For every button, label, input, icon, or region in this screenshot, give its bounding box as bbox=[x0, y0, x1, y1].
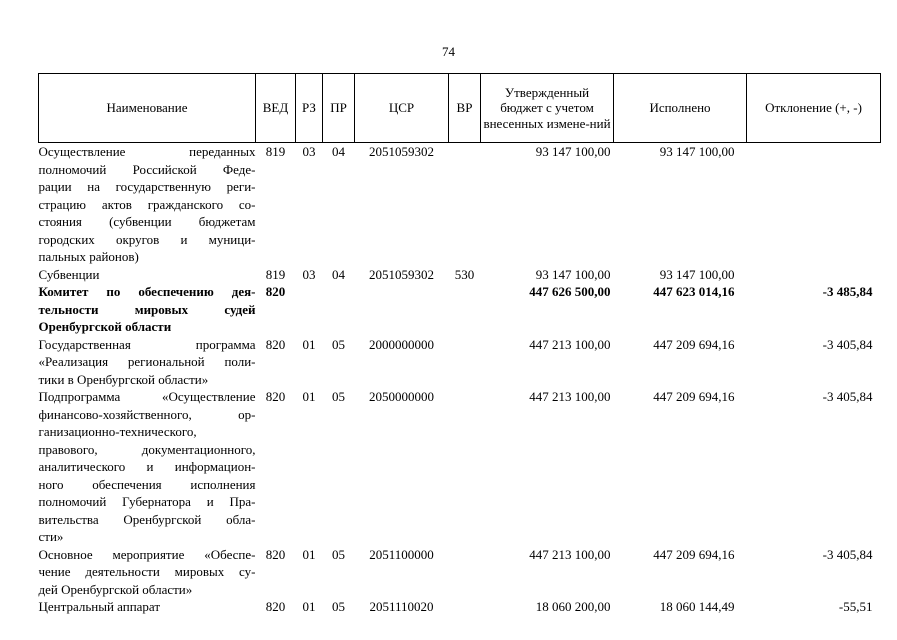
cell-rz: 01 bbox=[302, 389, 316, 404]
cell-name-line: пальных районов) bbox=[38, 249, 139, 264]
table-header-row bbox=[39, 74, 881, 143]
table-row bbox=[39, 598, 881, 616]
cell-pr: 04 bbox=[332, 266, 345, 282]
cell-executed: 18 060 144,49 bbox=[659, 599, 735, 614]
cell-name-line: Основное мероприятие «Обеспе- bbox=[38, 546, 256, 562]
cell-name bbox=[39, 336, 256, 389]
cell-ved: 819 bbox=[265, 144, 286, 159]
cell-ved: 820 bbox=[265, 284, 286, 299]
cell-vr bbox=[449, 143, 481, 266]
cell-approved: 447 213 100,00 bbox=[529, 336, 611, 352]
cell-name bbox=[39, 598, 256, 616]
cell-vr bbox=[449, 283, 481, 336]
header-executed: Исполнено bbox=[614, 74, 747, 143]
cell-name-line: дей Оренбургской области» bbox=[38, 581, 193, 597]
cell-vr bbox=[449, 598, 481, 616]
cell-rz: 01 bbox=[302, 546, 316, 562]
cell-name-line: Государственная программа bbox=[38, 336, 256, 352]
cell-pr: 04 bbox=[332, 144, 345, 159]
cell-approved: 447 626 500,00 bbox=[529, 284, 611, 299]
table-body bbox=[39, 143, 881, 616]
cell-pr: 05 bbox=[332, 336, 345, 352]
cell-csr: 2000000000 bbox=[369, 336, 434, 352]
cell-name-line: стояния (субвенции бюджетам bbox=[38, 214, 256, 229]
header-vr: ВР bbox=[449, 74, 481, 143]
cell-ved: 820 bbox=[265, 599, 286, 614]
cell-pr: 05 bbox=[332, 546, 345, 562]
cell-approved: 93 147 100,00 bbox=[535, 144, 611, 159]
cell-ved: 820 bbox=[265, 336, 286, 352]
header-deviation: Отклонение (+, -) bbox=[747, 74, 881, 143]
cell-rz: 01 bbox=[302, 336, 316, 352]
cell-name-line: Подпрограмма «Осуществление bbox=[38, 389, 256, 404]
cell-name bbox=[39, 388, 256, 546]
cell-executed: 447 209 694,16 bbox=[653, 336, 735, 352]
cell-rz: 01 bbox=[302, 599, 316, 614]
budget-table bbox=[38, 73, 881, 616]
header-pr: ПР bbox=[323, 74, 355, 143]
page-number: 74 bbox=[442, 44, 455, 59]
cell-name-line: полномочий Российской Феде- bbox=[38, 161, 256, 177]
table-row bbox=[39, 336, 881, 389]
cell-name-line: чение деятельности мировых су- bbox=[38, 564, 256, 579]
cell-vr: 530 bbox=[454, 266, 475, 282]
cell-csr: 2051110020 bbox=[369, 599, 434, 614]
cell-ved: 819 bbox=[265, 266, 286, 282]
cell-approved: 93 147 100,00 bbox=[535, 266, 611, 282]
cell-approved: 447 213 100,00 bbox=[529, 546, 611, 562]
cell-name-line: тики в Оренбургской области» bbox=[38, 371, 209, 387]
header-rz: РЗ bbox=[296, 74, 323, 143]
cell-vr bbox=[449, 388, 481, 546]
cell-name-line: тельности мировых судей bbox=[38, 301, 256, 317]
cell-rz: 03 bbox=[302, 144, 316, 159]
header-name: Наименование bbox=[39, 74, 256, 143]
table-row bbox=[39, 266, 881, 284]
cell-name bbox=[39, 143, 256, 266]
table-row bbox=[39, 283, 881, 336]
cell-name-line: Осуществление переданных bbox=[38, 144, 256, 159]
cell-csr: 2050000000 bbox=[369, 389, 434, 404]
cell-name-line: аналитического и информацион- bbox=[38, 459, 256, 474]
table-row bbox=[39, 143, 881, 266]
cell-name-line: полномочий Губернатора и Пра- bbox=[38, 494, 256, 509]
header-csr: ЦСР bbox=[355, 74, 449, 143]
table-row bbox=[39, 388, 881, 546]
cell-ved: 820 bbox=[265, 389, 286, 404]
cell-deviation: -3 405,84 bbox=[822, 389, 873, 404]
cell-csr: 2051059302 bbox=[369, 266, 434, 282]
cell-deviation bbox=[747, 143, 881, 266]
cell-name-line: ганизационно-технического, bbox=[38, 424, 197, 439]
cell-vr bbox=[449, 336, 481, 389]
cell-name-line: сти» bbox=[38, 529, 64, 544]
cell-name-line: страцию актов гражданского со- bbox=[38, 196, 256, 212]
cell-deviation: -55,51 bbox=[838, 599, 873, 614]
cell-name-line: Центральный аппарат bbox=[38, 599, 161, 614]
cell-executed: 447 623 014,16 bbox=[653, 284, 735, 299]
cell-pr: 05 bbox=[332, 389, 345, 404]
cell-deviation: -3 485,84 bbox=[822, 284, 873, 299]
cell-name bbox=[39, 283, 256, 336]
cell-deviation bbox=[747, 266, 881, 284]
cell-vr bbox=[449, 546, 481, 599]
cell-csr bbox=[355, 283, 449, 336]
cell-name bbox=[39, 546, 256, 599]
cell-name-line: «Реализация региональной поли- bbox=[38, 354, 256, 369]
cell-name-line: финансово-хозяйственного, ор- bbox=[38, 406, 256, 422]
cell-executed: 447 209 694,16 bbox=[653, 389, 735, 404]
cell-name-line: Оренбургской области bbox=[38, 319, 172, 334]
cell-name bbox=[39, 266, 256, 284]
cell-name-line: вительства Оренбургской обла- bbox=[38, 511, 256, 527]
cell-rz bbox=[296, 283, 323, 336]
cell-pr bbox=[323, 283, 355, 336]
cell-executed: 447 209 694,16 bbox=[653, 546, 735, 562]
cell-name-line: ного обеспечения исполнения bbox=[38, 476, 256, 492]
cell-deviation: -3 405,84 bbox=[822, 336, 873, 352]
cell-name-line: правового, документационного, bbox=[38, 441, 256, 457]
header-approved: Утвержденный бюджет с учетом внесенных измене-ний bbox=[481, 74, 614, 143]
table-row bbox=[39, 546, 881, 599]
cell-csr: 2051100000 bbox=[369, 546, 434, 562]
cell-rz: 03 bbox=[302, 266, 316, 282]
cell-approved: 18 060 200,00 bbox=[535, 599, 611, 614]
cell-executed: 93 147 100,00 bbox=[659, 266, 735, 282]
cell-executed: 93 147 100,00 bbox=[659, 144, 735, 159]
cell-deviation: -3 405,84 bbox=[822, 546, 873, 562]
cell-ved: 820 bbox=[265, 546, 286, 562]
cell-pr: 05 bbox=[332, 599, 345, 614]
cell-name-line: рации на государственную реги- bbox=[38, 179, 256, 194]
header-ved: ВЕД bbox=[256, 74, 296, 143]
cell-name-line: Комитет по обеспечению дея- bbox=[38, 284, 256, 299]
cell-name-line: Субвенции bbox=[38, 266, 100, 282]
cell-csr: 2051059302 bbox=[369, 144, 434, 159]
cell-approved: 447 213 100,00 bbox=[529, 389, 611, 404]
cell-name-line: городских округов и муници- bbox=[38, 231, 256, 247]
